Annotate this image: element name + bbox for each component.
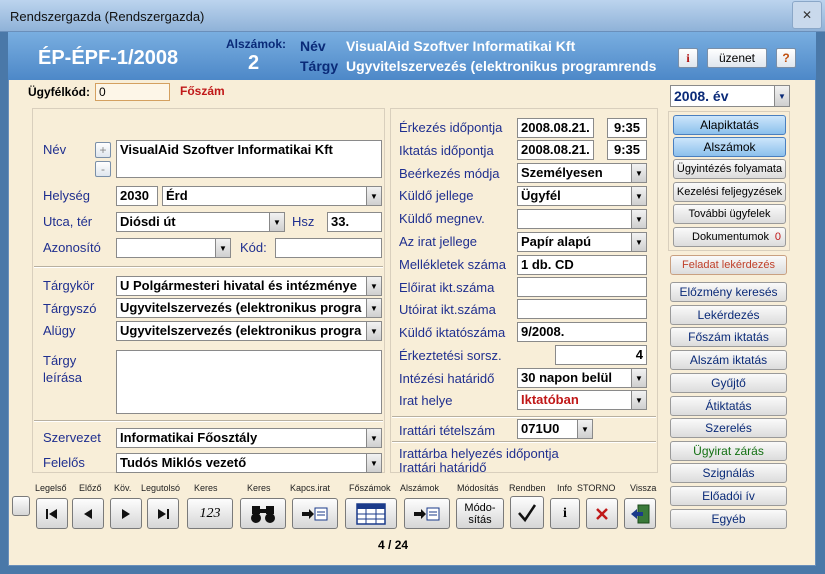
divider: [34, 266, 383, 268]
kuldo-ikt-label: Küldő iktatószáma: [399, 325, 506, 340]
pager: [378, 538, 408, 552]
modositas-line1: Módo-: [464, 501, 496, 514]
eloadoi-iv-button[interactable]: Előadói ív: [670, 486, 787, 506]
next-record-button[interactable]: [110, 498, 142, 529]
tovabbi-ugyfelek-button[interactable]: További ügyfelek: [673, 204, 786, 224]
kod-input[interactable]: [275, 238, 382, 258]
linked-document-icon: [301, 505, 329, 523]
targykor-label: Tárgykör: [43, 278, 95, 293]
alapiktatas-button[interactable]: Alapiktatás: [673, 115, 786, 135]
chevron-down-icon: ▼: [577, 420, 592, 438]
eloirat-label: Előirat ikt.száma: [399, 280, 495, 295]
chevron-down-icon: ▼: [366, 429, 381, 447]
kuldo-jellege-value: Ügyfél: [521, 188, 561, 203]
rendben-button[interactable]: [510, 496, 544, 529]
year-select[interactable]: [670, 85, 790, 107]
chevron-down-icon: ▼: [631, 187, 646, 205]
feladat-lekerdezes-button[interactable]: Feladat lekérdezés: [670, 255, 787, 275]
alszam-iktatas-button[interactable]: Alszám iktatás: [670, 350, 787, 370]
irat-helye-select[interactable]: [517, 390, 647, 410]
pager-current: 4: [378, 538, 385, 552]
help-button[interactable]: ?: [776, 48, 796, 68]
uzenet-button[interactable]: üzenet: [707, 48, 767, 68]
iktatas-date-input[interactable]: 2008.08.21.: [517, 140, 594, 160]
keres-binoculars-button[interactable]: [240, 498, 286, 529]
nev-label: Név: [43, 142, 67, 157]
nev-input[interactable]: VisualAid Szoftver Informatikai Kft: [116, 140, 382, 178]
divider: [392, 441, 656, 443]
irat-jellege-select[interactable]: [517, 232, 647, 252]
beerkezes-label: Beérkezés módja: [399, 166, 500, 181]
storno-button[interactable]: [586, 498, 618, 529]
remove-name-button[interactable]: -: [95, 161, 111, 177]
nav-label-vissza: Vissza: [630, 483, 657, 493]
window-titlebar: [0, 0, 825, 32]
exit-door-icon: [629, 503, 651, 525]
elozmeny-kereses-button[interactable]: Előzmény keresés: [670, 282, 787, 302]
lekerdezes-button[interactable]: Lekérdezés: [670, 305, 787, 325]
first-icon: [45, 507, 59, 521]
intezesi-label: Intézési határidő: [399, 371, 495, 386]
iktatas-time-input[interactable]: 9:35: [607, 140, 647, 160]
utoirat-input[interactable]: [517, 299, 647, 319]
intezesi-value: 30 napon belül: [521, 370, 613, 385]
next-icon: [119, 507, 133, 521]
nav-label-keres2: Keres: [247, 483, 271, 493]
chevron-down-icon: ▼: [366, 322, 381, 340]
last-icon: [156, 507, 170, 521]
modositas-line2: sítás: [468, 513, 492, 526]
felelos-label: Felelős: [43, 455, 85, 470]
irat-helye-label: Irat helye: [399, 393, 453, 408]
last-record-button[interactable]: [147, 498, 179, 529]
chevron-down-icon: ▼: [631, 210, 646, 228]
divider: [392, 416, 656, 418]
szervezet-label: Szervezet: [43, 430, 101, 445]
storno-icon: [593, 505, 611, 523]
hsz-label: Hsz: [292, 214, 315, 229]
targyszo-select[interactable]: [116, 298, 382, 318]
keres-number-button[interactable]: 123: [187, 498, 233, 529]
chevron-down-icon: ▼: [366, 299, 381, 317]
erkezes-label: Érkezés időpontja: [399, 120, 503, 135]
checkmark-icon: [516, 502, 538, 524]
irattarba-label: Irattárba helyezés időpontja: [399, 446, 559, 461]
zip-input[interactable]: 2030: [116, 186, 158, 206]
irattari-tetel-label: Irattári tételszám: [399, 423, 496, 438]
nav-label-foszamok: Főszámok: [349, 483, 391, 493]
mellekletek-input[interactable]: 1 db. CD: [517, 255, 647, 275]
ugyfelkod-input[interactable]: 0: [95, 83, 170, 101]
chevron-down-icon: ▼: [215, 239, 230, 257]
beerkezes-value: Személyesen: [521, 165, 603, 180]
linked-document-icon: [413, 505, 441, 523]
record-title: ÉP-ÉPF-1/2008: [38, 47, 179, 69]
chevron-down-icon: ▼: [631, 391, 646, 409]
kezelesi-button[interactable]: Kezelési feljegyzések: [673, 182, 786, 202]
info-button[interactable]: i: [678, 48, 698, 68]
header-nev-value: VisualAid Szoftver Informatikai Kft: [346, 38, 576, 54]
helyseg-label: Helység: [43, 188, 90, 203]
kapcs-irat-button[interactable]: [292, 498, 338, 529]
targy-leiras-textarea[interactable]: [116, 350, 382, 414]
alszamok-count: 2: [248, 52, 260, 74]
kuldo-megnev-label: Küldő megnev.: [399, 211, 485, 226]
szervezet-value: Informatikai Főosztály: [120, 430, 258, 445]
ugyirat-zaras-button[interactable]: Ügyirat zárás: [670, 441, 787, 461]
irattari-hatarido-label: Irattári határidő: [399, 460, 487, 475]
city-value: Érd: [166, 188, 188, 203]
irat-helye-value: Iktatóban: [521, 392, 579, 407]
chevron-down-icon: ▼: [269, 213, 284, 231]
alszamok-nav-button[interactable]: [404, 498, 450, 529]
alugy-label: Alügy: [43, 323, 76, 338]
szereles-button[interactable]: Szerelés: [670, 418, 787, 438]
table-icon: [356, 503, 386, 525]
street-value: Diósdi út: [120, 214, 176, 229]
previous-record-button[interactable]: [72, 498, 104, 529]
dokumentumok-label: Dokumentumok: [692, 231, 770, 243]
foszamok-button[interactable]: [345, 498, 397, 529]
nav-label-rendben: Rendben: [509, 483, 546, 493]
nav-label-elozo: Előző: [79, 483, 102, 493]
header-nev-label: Név: [300, 38, 326, 54]
nav-label-modositas: Módosítás: [457, 483, 499, 493]
intezesi-select[interactable]: [517, 368, 647, 388]
pager-separator: /: [388, 538, 392, 552]
previous-icon: [81, 507, 95, 521]
window-close-button[interactable]: ✕: [792, 1, 822, 29]
ugyfelkod-label: Ügyfélkód:: [28, 85, 91, 99]
info-nav-button[interactable]: i: [550, 498, 580, 529]
kuldo-jellege-label: Küldő jellege: [399, 188, 474, 203]
year-value: 2008. év: [674, 88, 729, 104]
chevron-down-icon: ▼: [774, 86, 789, 106]
kuldo-ikt-input[interactable]: 9/2008.: [517, 322, 647, 342]
alugy-select[interactable]: [116, 321, 382, 341]
erkeztetesi-label: Érkeztetési sorsz.: [399, 348, 502, 363]
erkeztetesi-input[interactable]: 4: [555, 345, 647, 365]
chevron-down-icon: ▼: [631, 369, 646, 387]
divider: [34, 420, 383, 422]
city-select[interactable]: [162, 186, 382, 206]
kuldo-jellege-select[interactable]: [517, 186, 647, 206]
szignalas-button[interactable]: Szignálás: [670, 463, 787, 483]
targykor-select[interactable]: [116, 276, 382, 296]
header-targy-label: Tárgy: [300, 58, 339, 74]
felelos-select[interactable]: [116, 453, 382, 473]
targyszo-label: Tárgyszó: [43, 301, 97, 316]
modositas-button[interactable]: [456, 498, 504, 529]
foszam-label: Főszám: [180, 84, 225, 98]
mellekletek-label: Mellékletek száma: [399, 257, 506, 272]
nav-label-info: Info: [557, 483, 573, 493]
chevron-down-icon: ▼: [366, 187, 381, 205]
ugyintezes-button[interactable]: Ügyintézés folyamata: [673, 159, 786, 179]
targyszo-value: Ugyvitelszervezés (elektronikus progra: [120, 300, 362, 315]
add-name-button[interactable]: +: [95, 142, 111, 158]
erkezes-date-input[interactable]: 2008.08.21.: [517, 118, 594, 138]
irattari-tetel-select[interactable]: [517, 419, 593, 439]
nav-label-kov: Köv.: [114, 483, 132, 493]
targykor-value: U Polgármesteri hivatal és intézménye: [120, 278, 357, 293]
azonosito-select[interactable]: [116, 238, 231, 258]
alszamok-button[interactable]: Alszámok: [673, 137, 786, 157]
atiktatas-button[interactable]: Átiktatás: [670, 396, 787, 416]
azonosito-label: Azonosító: [43, 240, 101, 255]
nav-label-keres1: Keres: [194, 483, 218, 493]
nav-label-legutolso: Legutolsó: [141, 483, 181, 493]
chevron-down-icon: ▼: [366, 454, 381, 472]
foszam-iktatas-button[interactable]: Főszám iktatás: [670, 327, 787, 347]
nav-label-alszamok: Alszámok: [400, 483, 440, 493]
binoculars-icon: [249, 504, 277, 524]
window-title: Rendszergazda (Rendszergazda): [10, 9, 205, 24]
felelos-value: Tudós Miklós vezető: [120, 455, 247, 470]
street-select[interactable]: [116, 212, 285, 232]
chevron-down-icon: ▼: [366, 277, 381, 295]
header-targy-value: Ugyvitelszervezés (elektronikus programrends: [346, 58, 657, 74]
irattari-tetel-value: 071U0: [521, 421, 560, 436]
hsz-input[interactable]: 33.: [327, 212, 382, 232]
iktatas-label: Iktatás időpontja: [399, 143, 494, 158]
egyeb-button[interactable]: Egyéb: [670, 509, 787, 529]
nav-label-kapcs: Kapcs.irat: [290, 483, 331, 493]
record-selector-button[interactable]: [12, 496, 30, 516]
irat-jellege-value: Papír alapú: [521, 234, 592, 249]
dokumentumok-button[interactable]: [673, 227, 786, 247]
alugy-value: Ugyvitelszervezés (elektronikus progra: [120, 323, 362, 338]
utoirat-label: Utóirat ikt.száma: [399, 302, 496, 317]
alszamok-label: Alszámok:: [226, 37, 287, 51]
szervezet-select[interactable]: [116, 428, 382, 448]
eloirat-input[interactable]: [517, 277, 647, 297]
dokumentumok-count: 0: [774, 231, 781, 243]
chevron-down-icon: ▼: [631, 233, 646, 251]
kod-label: Kód:: [240, 240, 267, 255]
vissza-button[interactable]: [624, 498, 656, 529]
nav-label-storno: STORNO: [577, 483, 616, 493]
gyujto-button[interactable]: Gyűjtő: [670, 373, 787, 393]
targy-leiras-label-2: leírása: [43, 370, 83, 385]
pager-total: 24: [394, 538, 409, 552]
targy-leiras-label-1: Tárgy: [43, 353, 77, 368]
nav-label-legelso: Legelső: [35, 483, 67, 493]
kuldo-megnev-select[interactable]: [517, 209, 647, 229]
first-record-button[interactable]: [36, 498, 68, 529]
erkezes-time-input[interactable]: 9:35: [607, 118, 647, 138]
irat-jellege-label: Az irat jellege: [399, 234, 478, 249]
utca-label: Utca, tér: [43, 214, 93, 229]
beerkezes-select[interactable]: [517, 163, 647, 183]
chevron-down-icon: ▼: [631, 164, 646, 182]
